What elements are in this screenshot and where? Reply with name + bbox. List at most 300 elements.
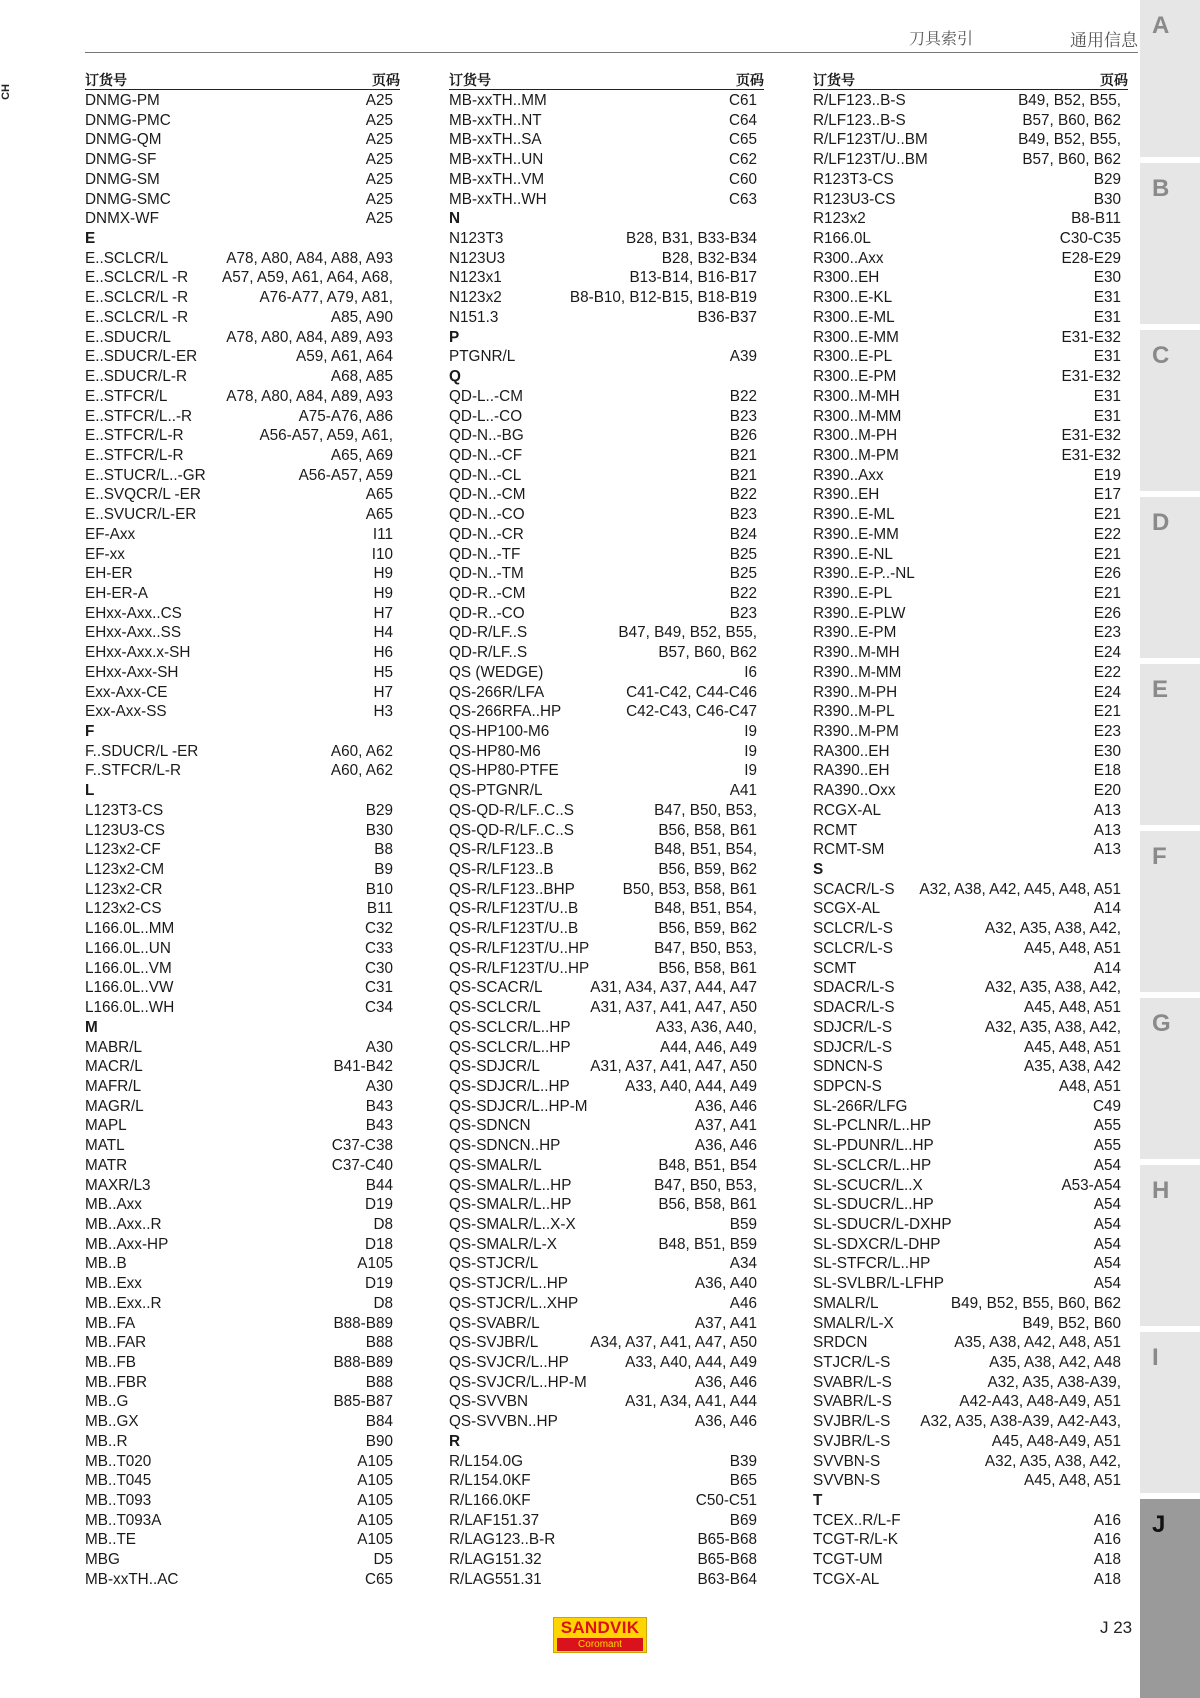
index-row [449, 663, 764, 683]
index-row [813, 1018, 1128, 1038]
page-reference: A25 [365, 190, 393, 208]
order-number: EHxx-Axx.x-SH [85, 644, 191, 662]
index-row [449, 959, 764, 979]
index-row [449, 288, 764, 308]
index-row [449, 545, 764, 565]
index-row [85, 1077, 400, 1097]
order-number: QD-N..-CO [449, 506, 525, 524]
index-row [85, 209, 400, 229]
index-row [813, 1176, 1128, 1196]
index-row [449, 1097, 764, 1117]
page-reference: B26 [729, 427, 757, 445]
page-reference: B9 [374, 861, 393, 879]
page-reference: A54 [1093, 1196, 1121, 1214]
order-number: R300..E-KL [813, 289, 893, 307]
index-row [85, 1136, 400, 1156]
section-tab-g[interactable]: G [1140, 998, 1200, 1159]
page-reference: A78, A80, A84, A89, A93 [226, 328, 393, 346]
order-number: SDPCN-S [813, 1077, 882, 1095]
index-row [813, 1471, 1128, 1491]
index-row [449, 564, 764, 584]
order-number: QS-266R/LFA [449, 683, 545, 701]
page-reference: B47, B50, B53, [654, 801, 757, 819]
index-row [813, 880, 1128, 900]
index-row [449, 111, 764, 131]
index-row [85, 150, 400, 170]
order-number: QS-SCLCR/L [449, 999, 541, 1017]
section-tab-f[interactable]: F [1140, 831, 1200, 992]
index-row [813, 1412, 1128, 1432]
order-number: QS-HP100-M6 [449, 723, 550, 740]
page-reference: A25 [365, 131, 393, 149]
order-number: R/LF123..B-S [813, 111, 906, 129]
order-number: MB-xxTH..VM [449, 170, 545, 188]
index-row [813, 742, 1128, 762]
page-reference: C30 [364, 959, 393, 977]
page-reference: B56, B58, B61 [658, 1196, 757, 1214]
letter-heading [813, 860, 1128, 880]
page-reference: E26 [1093, 604, 1121, 622]
index-row [449, 1116, 764, 1136]
page-reference: A46 [729, 1294, 757, 1312]
index-row [449, 525, 764, 545]
index-row [813, 1550, 1128, 1570]
order-number: QS-STJCR/L..HP [449, 1275, 568, 1293]
breadcrumb-chapter: 通用信息 [1070, 31, 1138, 51]
order-number: R390..E-MM [813, 525, 899, 543]
page-reference: B30 [365, 821, 393, 839]
index-row [449, 781, 764, 801]
order-number: SL-PCLNR/L..HP [813, 1117, 932, 1135]
section-tab-j[interactable]: J [1140, 1499, 1200, 1698]
logo-brand: SANDVIK [560, 1618, 640, 1637]
index-row [85, 899, 400, 919]
page-reference: A31, A34, A41, A44 [625, 1393, 757, 1411]
index-row [813, 1570, 1128, 1590]
order-number: E..SDUCR/L-ER [85, 348, 198, 366]
page-reference: E22 [1093, 663, 1121, 681]
page-reference: E22 [1093, 525, 1121, 543]
page-reference: B13-B14, B16-B17 [629, 269, 757, 287]
page-reference: B69 [729, 1511, 757, 1529]
page-reference: A54 [1093, 1156, 1121, 1174]
letter-heading [85, 781, 400, 801]
header-order-number: 订货号 [813, 73, 855, 89]
order-number: E..STFCR/L-R [85, 446, 184, 464]
order-number: E..SDUCR/L-R [85, 368, 187, 386]
index-row [85, 584, 400, 604]
page-reference: B65 [729, 1472, 757, 1490]
order-number: L123x2-CS [85, 900, 162, 918]
order-number: R123U3-CS [813, 190, 896, 208]
index-row [449, 308, 764, 328]
order-number: MB..B [85, 1255, 127, 1273]
index-row [813, 1333, 1128, 1353]
index-row [85, 407, 400, 427]
page-reference: E31-E32 [1061, 446, 1121, 464]
index-row [85, 111, 400, 131]
page-header [85, 0, 1138, 53]
letter-label: F [85, 723, 95, 740]
page-reference: A36, A40 [694, 1275, 757, 1293]
index-row [813, 683, 1128, 703]
page-reference: E26 [1093, 565, 1121, 583]
index-row [449, 1333, 764, 1353]
order-number: MB..Axx [85, 1196, 142, 1214]
page-reference: B28, B31, B33-B34 [626, 230, 757, 248]
index-row [85, 1511, 400, 1531]
index-row [813, 1097, 1128, 1117]
page-reference: A36, A46 [694, 1137, 757, 1155]
index-row [85, 860, 400, 880]
order-number: SL-266R/LFG [813, 1097, 908, 1115]
index-row [85, 545, 400, 565]
page-reference: A53-A54 [1061, 1176, 1121, 1194]
order-number: RA390..EH [813, 762, 890, 780]
index-row [813, 446, 1128, 466]
order-number: SCLCR/L-S [813, 920, 893, 938]
page-reference: C41-C42, C44-C46 [626, 683, 757, 701]
order-number: R390..M-PM [813, 723, 899, 740]
page-reference: B23 [729, 604, 757, 622]
index-row [85, 1097, 400, 1117]
section-tab-i[interactable]: I [1140, 1332, 1200, 1493]
order-number: SMALR/L [813, 1294, 879, 1312]
order-number: MB..T045 [85, 1472, 152, 1490]
index-row [85, 1254, 400, 1274]
index-row [85, 998, 400, 1018]
header-page: 页码 [372, 73, 400, 89]
page-reference: B65-B68 [697, 1551, 757, 1569]
page-reference: A60, A62 [330, 762, 393, 780]
order-number: EF-Axx [85, 525, 136, 543]
order-number: QD-N..-BG [449, 427, 524, 445]
index-row [85, 347, 400, 367]
order-number: MAXR/L3 [85, 1176, 151, 1194]
index-column-2 [449, 70, 764, 1590]
order-number: R390..M-MM [813, 663, 902, 681]
index-row [813, 1511, 1128, 1531]
order-number: DNMG-SMC [85, 190, 171, 208]
page-reference: A75-A76, A86 [298, 407, 393, 425]
page-reference: A14 [1093, 900, 1121, 918]
order-number: R300..E-MM [813, 328, 899, 346]
letter-label: E [85, 230, 96, 248]
order-number: QS-SVJBR/L [449, 1334, 539, 1352]
index-row [813, 801, 1128, 821]
page-reference: C34 [364, 999, 393, 1017]
page-reference: D5 [373, 1551, 393, 1569]
index-row [813, 111, 1128, 131]
index-row [449, 1018, 764, 1038]
index-row [813, 959, 1128, 979]
page-reference: E21 [1093, 703, 1121, 721]
index-row [85, 683, 400, 703]
order-number: L166.0L..VM [85, 959, 172, 977]
page-reference: B25 [729, 565, 757, 583]
index-row [813, 1136, 1128, 1156]
index-row [85, 1294, 400, 1314]
section-tabs [1140, 0, 1200, 1698]
order-number: N123T3 [449, 230, 504, 248]
order-number: E..STUCR/L..-GR [85, 466, 206, 484]
page-reference: B49, B52, B60 [1022, 1314, 1121, 1332]
page-reference: B8-B11 [1071, 210, 1121, 228]
order-number: QS-SVJCR/L..HP [449, 1354, 569, 1371]
page-reference: C32 [364, 920, 393, 938]
page-reference: E31 [1093, 289, 1121, 307]
index-row [449, 91, 764, 111]
page-reference: A45, A48, A51 [1024, 999, 1121, 1017]
section-tab-h[interactable]: H [1140, 1165, 1200, 1326]
page-reference: A25 [365, 92, 393, 109]
order-number: QS-SDNCN..HP [449, 1137, 561, 1155]
page-reference: A18 [1093, 1570, 1121, 1588]
order-number: R390..E-PM [813, 624, 897, 642]
index-row [813, 939, 1128, 959]
index-row [85, 1116, 400, 1136]
order-number: R390..EH [813, 486, 880, 504]
index-row [449, 702, 764, 722]
order-number: SDJCR/L-S [813, 1018, 893, 1036]
index-row [449, 1353, 764, 1373]
index-row [449, 426, 764, 446]
order-number: SL-PDUNR/L..HP [813, 1137, 934, 1155]
order-number: MB..FAR [85, 1334, 147, 1352]
order-number: SDNCN-S [813, 1058, 883, 1076]
page-reference: B48, B51, B54, [654, 841, 757, 859]
index-row [85, 268, 400, 288]
page-reference: A32, A35, A38, A42, [984, 979, 1121, 997]
breadcrumb-section: 刀具索引 [909, 29, 974, 48]
index-row [449, 939, 764, 959]
order-number: MAFR/L [85, 1077, 142, 1095]
section-tab-d[interactable]: D [1140, 497, 1200, 658]
order-number: MB..Axx-HP [85, 1235, 169, 1253]
order-number: L123x2-CM [85, 861, 165, 879]
index-row [449, 1511, 764, 1531]
page-reference: I6 [744, 663, 757, 681]
index-row [85, 1057, 400, 1077]
page-reference: A37, A41 [694, 1314, 757, 1332]
page-reference: A36, A46 [694, 1373, 757, 1391]
page-reference: C31 [364, 979, 393, 997]
section-tab-a[interactable]: A [1140, 0, 1200, 157]
order-number: QS-R/LF123T/U..B [449, 900, 579, 918]
order-number: MABR/L [85, 1038, 142, 1056]
order-number: SDJCR/L-S [813, 1038, 893, 1056]
index-row [813, 407, 1128, 427]
index-row [85, 1550, 400, 1570]
index-row [813, 1452, 1128, 1472]
index-row [85, 761, 400, 781]
order-number: QS-HP80-M6 [449, 742, 541, 760]
page-reference: A32, A35, A38-A39, [987, 1373, 1121, 1391]
page-reference: C60 [728, 170, 757, 188]
index-row [85, 249, 400, 269]
page-reference: A65 [365, 506, 393, 524]
order-number: DNMX-WF [85, 210, 159, 228]
index-row [449, 1471, 764, 1491]
order-number: E..SCLCR/L [85, 249, 169, 267]
index-row [813, 466, 1128, 486]
index-row [813, 899, 1128, 919]
page-reference: A32, A35, A38, A42, [984, 1452, 1121, 1470]
index-row [85, 939, 400, 959]
order-number: QS (WEDGE) [449, 663, 544, 681]
index-row [85, 801, 400, 821]
index-row [85, 1392, 400, 1412]
order-number: QS-SMALR/L-X [449, 1235, 557, 1253]
order-number: DNMG-PMC [85, 111, 171, 129]
page-reference: B21 [729, 466, 757, 484]
index-row [813, 781, 1128, 801]
page-reference: A31, A34, A37, A44, A47 [590, 979, 757, 997]
index-row [449, 130, 764, 150]
letter-label: S [813, 861, 824, 879]
page-reference: E30 [1093, 742, 1121, 760]
letter-label: P [449, 328, 460, 346]
page-reference: A45, A48-A49, A51 [991, 1432, 1121, 1450]
page-reference: B49, B52, B55, [1018, 131, 1121, 149]
page-reference: B84 [365, 1413, 393, 1431]
index-row [813, 702, 1128, 722]
order-number: R300..M-MM [813, 407, 902, 425]
sandvik-coromant-logo [553, 1617, 647, 1653]
index-row [85, 742, 400, 762]
order-number: QD-N..-CL [449, 466, 522, 484]
page-reference: E24 [1093, 644, 1121, 662]
section-tab-e[interactable]: E [1140, 664, 1200, 825]
header-order-number: 订货号 [85, 73, 127, 89]
page-reference: E31-E32 [1061, 328, 1121, 346]
order-number: RCMT-SM [813, 841, 885, 859]
letter-heading [85, 722, 400, 742]
order-number: QD-N..-TM [449, 565, 524, 583]
order-number: L166.0L..VW [85, 979, 174, 997]
page-reference: E21 [1093, 506, 1121, 524]
order-number: TCEX..R/L-F [813, 1511, 901, 1529]
order-number: R390..E-ML [813, 506, 895, 524]
index-row [85, 959, 400, 979]
page-reference: I9 [744, 762, 757, 780]
index-row [449, 1570, 764, 1590]
order-number: SL-SDXCR/L-DHP [813, 1235, 941, 1253]
index-row [813, 623, 1128, 643]
page-reference: B85-B87 [333, 1393, 393, 1411]
letter-heading [85, 229, 400, 249]
order-number: R/LAG551.31 [449, 1570, 542, 1588]
order-number: L166.0L..UN [85, 939, 171, 957]
index-row [85, 840, 400, 860]
index-row [813, 387, 1128, 407]
index-row [813, 978, 1128, 998]
index-rows [85, 91, 400, 1590]
index-row [813, 1116, 1128, 1136]
page-reference: B22 [729, 387, 757, 405]
order-number: R390..E-PLW [813, 604, 906, 622]
page-reference: A36, A46 [694, 1097, 757, 1115]
index-rows [449, 91, 764, 1590]
page-reference: D19 [364, 1275, 393, 1293]
order-number: TCGX-AL [813, 1570, 880, 1588]
order-number: QS-SMALR/L [449, 1156, 542, 1174]
column-header [813, 70, 1128, 90]
order-number: TCGT-R/L-K [813, 1531, 898, 1549]
index-row [813, 426, 1128, 446]
order-number: DNMG-SM [85, 170, 160, 188]
order-number: L166.0L..WH [85, 999, 175, 1017]
page-reference: D18 [364, 1235, 393, 1253]
order-number: RA390..Oxx [813, 782, 896, 800]
page-reference: E18 [1093, 762, 1121, 780]
page-reference: A25 [365, 170, 393, 188]
letter-heading [449, 367, 764, 387]
page-reference: B41-B42 [333, 1058, 393, 1076]
page-reference: D19 [364, 1196, 393, 1214]
index-row [85, 288, 400, 308]
page-reference: E21 [1093, 584, 1121, 602]
section-tab-c[interactable]: C [1140, 330, 1200, 491]
page-reference: A56-A57, A59, A61, [259, 427, 393, 445]
index-row [813, 545, 1128, 565]
order-number: MB..T093A [85, 1511, 162, 1529]
page-reference: D8 [373, 1294, 393, 1312]
index-row [813, 584, 1128, 604]
order-number: SDACR/L-S [813, 979, 895, 997]
index-row [449, 623, 764, 643]
index-row [813, 1077, 1128, 1097]
page-reference: E31 [1093, 348, 1121, 366]
index-row [449, 1156, 764, 1176]
order-number: MB..Exx [85, 1275, 142, 1293]
page-reference: B49, B52, B55, [1018, 92, 1121, 109]
letter-label: R [449, 1432, 461, 1450]
index-row [85, 1195, 400, 1215]
page-reference: E31 [1093, 308, 1121, 326]
order-number: QS-SVABR/L [449, 1314, 540, 1332]
order-number: SL-SVLBR/L-LFHP [813, 1275, 944, 1293]
index-row [85, 643, 400, 663]
page-reference: A31, A37, A41, A47, A50 [590, 1058, 757, 1076]
order-number: MB..FB [85, 1354, 136, 1371]
index-row [813, 1353, 1128, 1373]
page-reference: A13 [1093, 821, 1121, 839]
letter-label: L [85, 782, 95, 800]
page-reference: I10 [371, 545, 393, 563]
order-number: QS-SCLCR/L..HP [449, 1018, 571, 1036]
order-number: SCLCR/L-S [813, 939, 893, 957]
order-number: QS-SDJCR/L..HP-M [449, 1097, 588, 1115]
section-tab-b[interactable]: B [1140, 163, 1200, 324]
index-row [813, 1294, 1128, 1314]
page-reference: E24 [1093, 683, 1121, 701]
index-row [449, 407, 764, 427]
index-row [449, 1038, 764, 1058]
order-number: QS-QD-R/LF..C..S [449, 801, 574, 819]
header-page: 页码 [1100, 73, 1128, 89]
page-reference: B90 [365, 1432, 393, 1450]
index-row [813, 1156, 1128, 1176]
index-row [85, 367, 400, 387]
order-number: R390..M-PL [813, 703, 895, 721]
order-number: QD-R..-CO [449, 604, 525, 622]
page-reference: A54 [1093, 1275, 1121, 1293]
order-number: R166.0L [813, 230, 871, 248]
page-reference: E31 [1093, 407, 1121, 425]
letter-heading [449, 1432, 764, 1452]
page-reference: B56, B59, B62 [658, 861, 757, 879]
